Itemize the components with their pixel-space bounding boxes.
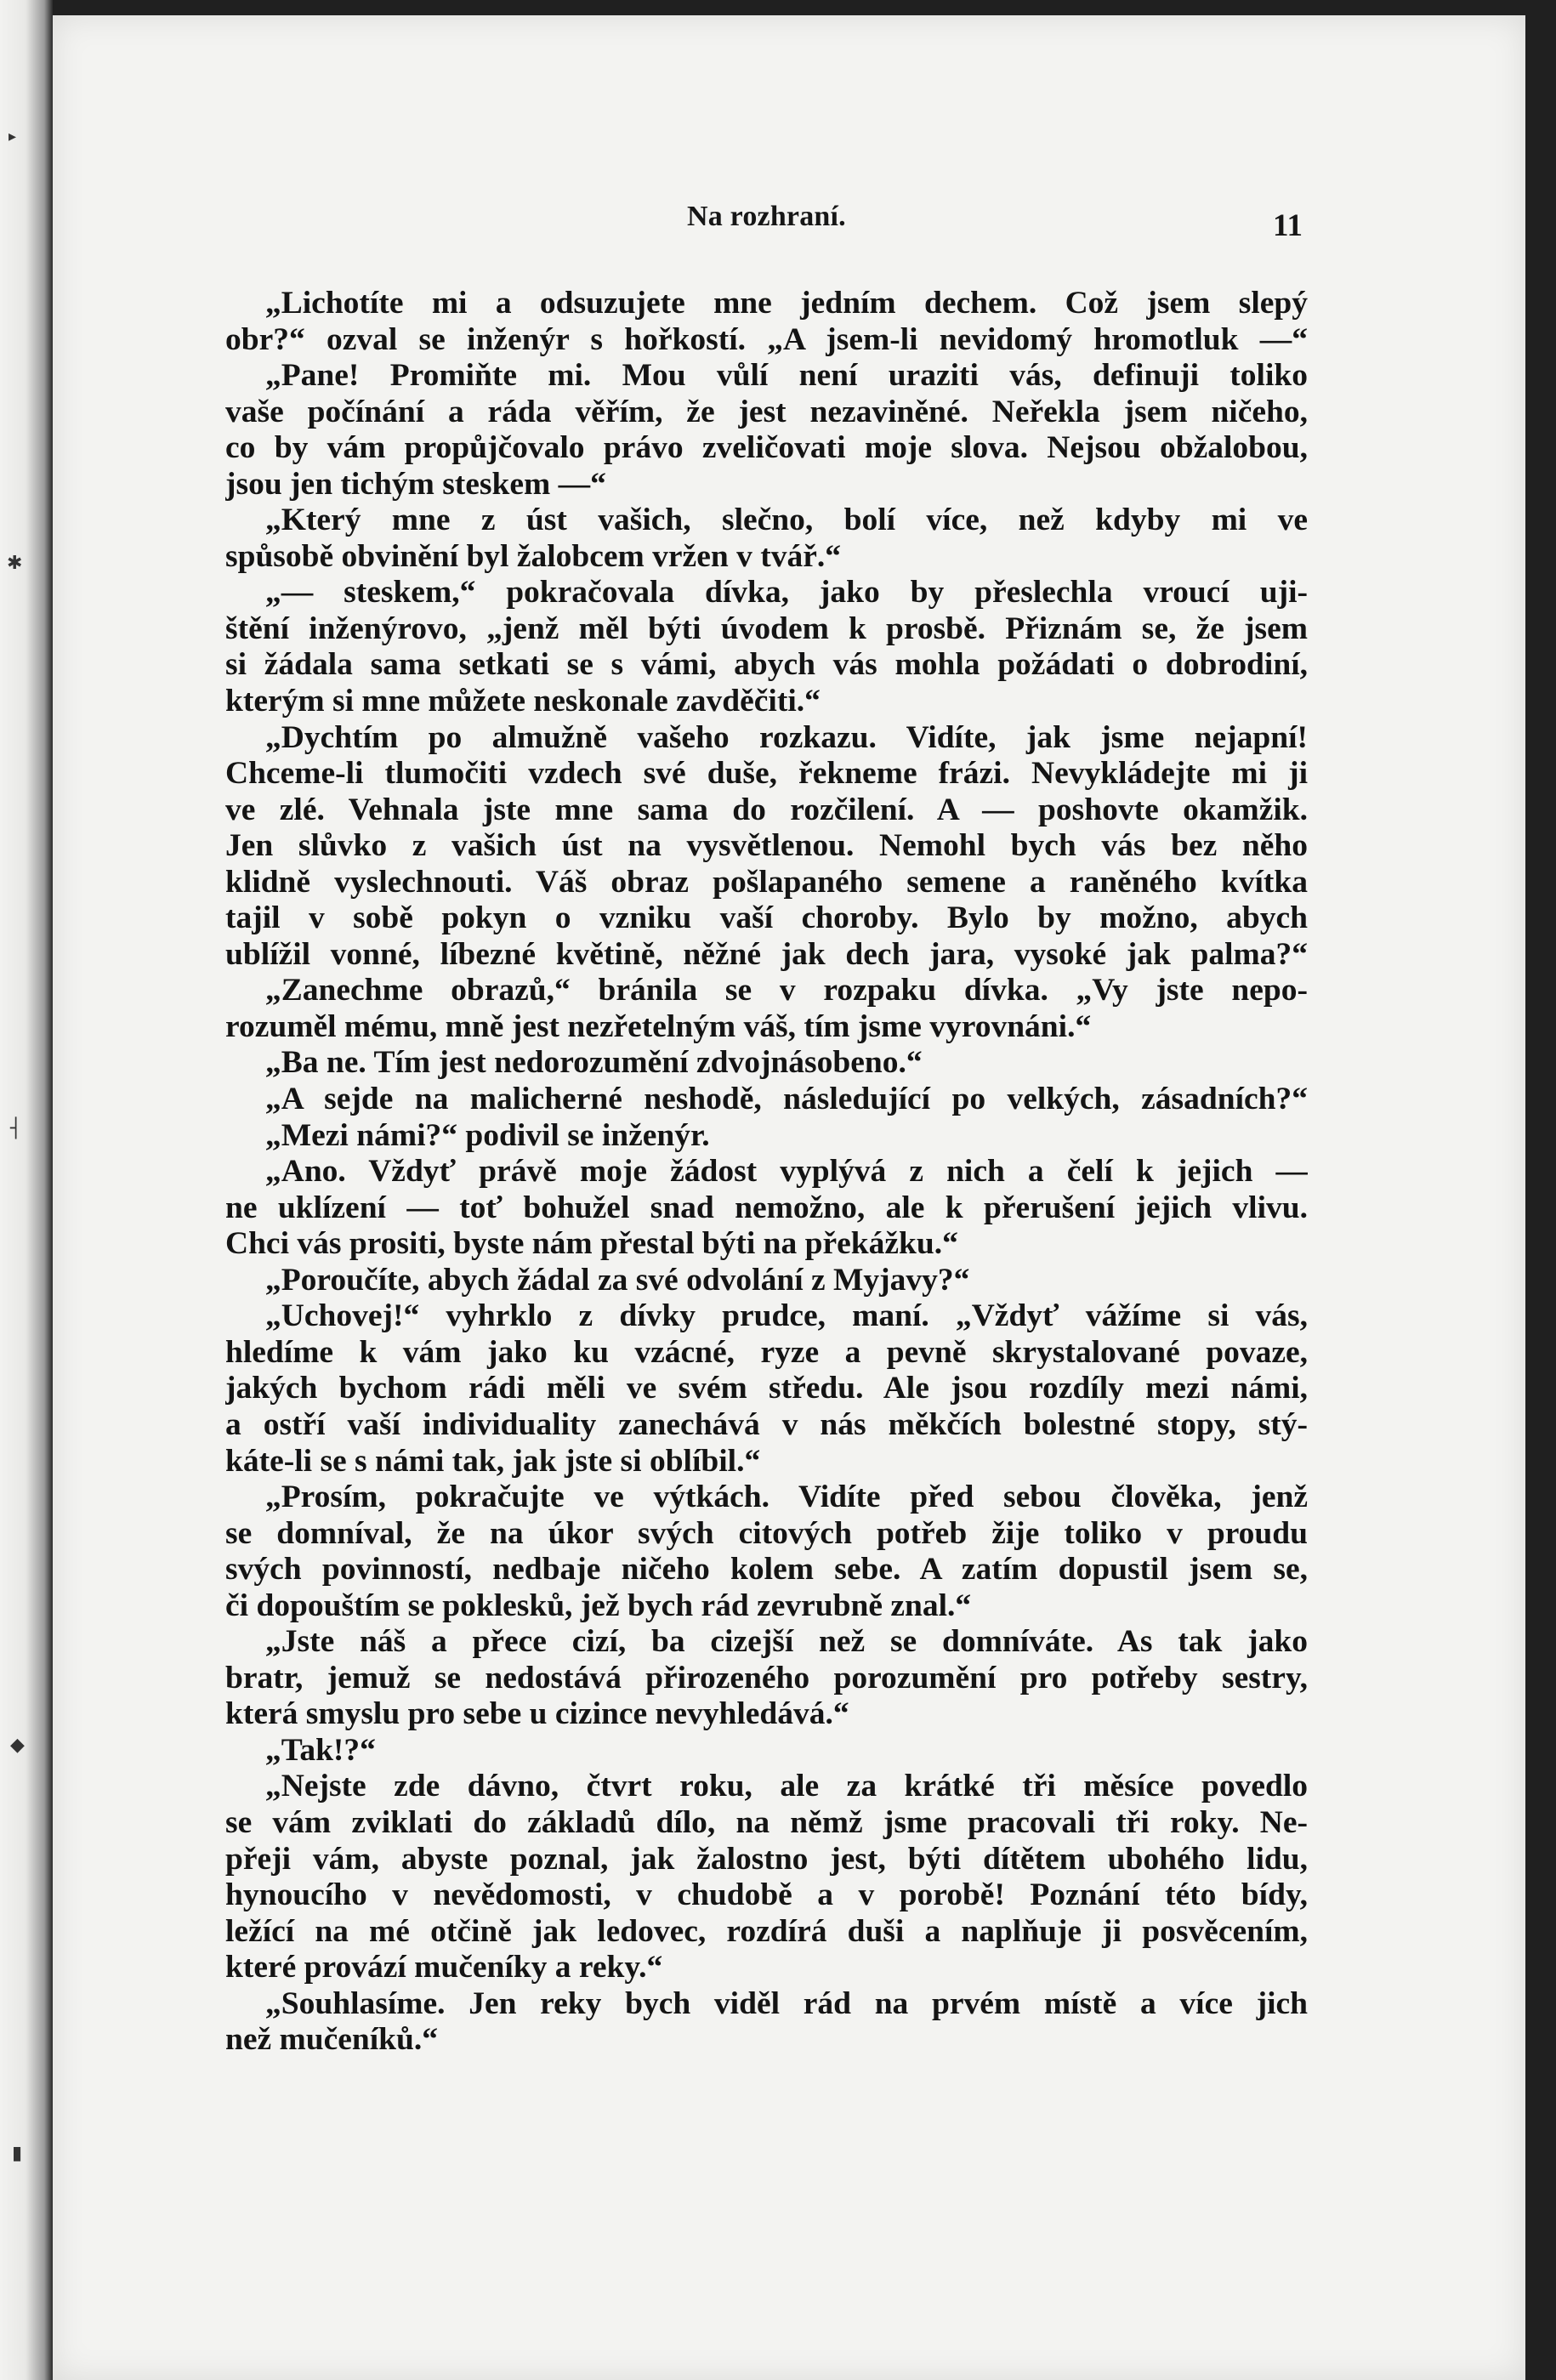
text-line: štění inženýrovo, „jenž měl býti úvodem k prosbě. Přiznám se, že jsem	[225, 611, 1308, 646]
page-header	[0, 194, 1556, 253]
margin-mark: ✱	[7, 553, 23, 574]
text-line: či dopouštím se poklesků, jež bych rád zevrubně znal.“	[225, 1588, 972, 1623]
text-line: „— steskem,“ pokračovala dívka, jako by přeslechla vroucí uji-	[265, 575, 1308, 611]
text-line: ležící na mé otčině jak ledovec, rozdírá duši a naplňuje ji posvěcením,	[225, 1913, 1308, 1949]
text-line: „Uchovej!“ vyhrklo z dívky prudce, maní. „Vždyť vážíme si vás,	[265, 1298, 1308, 1334]
margin-mark: ┤	[10, 1118, 22, 1139]
text-line: „Mezi námi?“ podivil se inženýr.	[265, 1117, 710, 1153]
text-line: „Nejste zde dávno, čtvrt roku, ale za krátké tři měsíce povedlo	[265, 1769, 1308, 1804]
text-line: jsou jen tichým steskem —“	[225, 466, 606, 502]
text-line: co by vám propůjčovalo právo zveličovati moje slova. Nejsou obžalobou,	[225, 430, 1308, 466]
text-line: která smyslu pro sebe u cizince nevyhledává.“	[225, 1696, 849, 1732]
text-line: „Jste náš a přece cizí, ba cizejší než se domníváte. As tak jako	[265, 1624, 1308, 1660]
text-line: ve zlé. Vehnala jste mne sama do rozčilení. A — poshovte okamžik.	[225, 792, 1308, 827]
text-line: svých povinností, nedbaje ničeho kolem sebe. A zatím dopustil jsem se,	[225, 1552, 1308, 1588]
text-line: „Souhlasíme. Jen reky bych viděl rád na prvém místě a více jich	[265, 1985, 1308, 2021]
margin-mark: ▸	[9, 128, 17, 145]
text-line: ublížil vonné, líbezné květině, něžné jak dech jara, vysoké jak palma?“	[225, 936, 1308, 972]
text-line: „Tak!?“	[265, 1732, 376, 1768]
margin-mark: ▮	[12, 2143, 23, 2164]
text-line: jakých bychom rádi měli ve svém středu. Ale jsou rozdíly mezi námi,	[225, 1371, 1308, 1406]
text-line: „Ba ne. Tím jest nedorozumění zdvojnásobeno.“	[265, 1045, 923, 1081]
body-text	[225, 286, 1308, 2059]
text-line: Jen slůvko z vašich úst na vysvětlenou. Nemohl bych vás bez něho	[225, 828, 1308, 864]
text-line: hledíme k vám jako ku vzácné, ryze a pevně skrystalované povaze,	[225, 1334, 1308, 1370]
running-head: Na rozhraní.	[687, 201, 846, 232]
text-line: káte-li se s námi tak, jak jste si oblíbil.“	[225, 1443, 761, 1479]
text-line: bratr, jemuž se nedostává přirozeného porozumění pro potřeby sestry,	[225, 1660, 1308, 1696]
book-binding-edge	[0, 0, 53, 2380]
text-line: „Lichotíte mi a odsuzujete mne jedním dechem. Což jsem slepý	[265, 286, 1308, 321]
text-line: Chci vás prositi, byste nám přestal býti na překážku.“	[225, 1226, 958, 1262]
text-line: „Zanechme obrazů,“ bránila se v rozpaku dívka. „Vy jste nepo-	[265, 973, 1308, 1008]
text-line: „Prosím, pokračujte ve výtkách. Vidíte před sebou člověka, jenž	[265, 1480, 1308, 1515]
text-line: si žádala sama setkati se s vámi, abych vás mohla požádati o dobrodiní,	[225, 647, 1308, 683]
text-line: se domníval, že na úkor svých citových potřeb žije toliko v proudu	[225, 1515, 1308, 1551]
margin-mark: ◆	[10, 1735, 25, 1756]
text-line: „Poroučíte, abych žádal za své odvolání z Myjavy?“	[265, 1262, 970, 1298]
text-line: „A sejde na malicherné neshodě, následující po velkých, zásadních?“	[265, 1082, 1308, 1117]
page-number: 11	[1273, 208, 1303, 243]
text-line: se vám zviklati do základů dílo, na němž jsme pracovali tři roky. Ne-	[225, 1804, 1308, 1840]
text-line: spůsobě obvinění byl žalobcem vržen v tvář.“	[225, 538, 841, 574]
text-line: vaše počínání a ráda věřím, že jest nezaviněné. Neřekla jsem ničeho,	[225, 394, 1308, 429]
text-line: „Který mne z úst vašich, slečno, bolí více, než kdyby mi ve	[265, 503, 1308, 538]
text-line: které provází mučeníky a reky.“	[225, 1950, 663, 1985]
text-line: kterým si mne můžete neskonale zavděčiti.“	[225, 684, 821, 719]
text-line: rozuměl mému, mně jest nezřetelným váš, tím jsme vyrovnáni.“	[225, 1008, 1092, 1044]
text-line: klidně vyslechnouti. Váš obraz pošlapaného semene a raněného kvítka	[225, 864, 1308, 900]
text-line: přeji vám, abyste poznal, jak žalostno jest, býti dítětem ubohého lidu,	[225, 1841, 1308, 1877]
text-line: tajil v sobě pokyn o vzniku vaší choroby. Bylo by možno, abych	[225, 900, 1308, 936]
text-line: obr?“ ozval se inženýr s hořkostí. „A jsem-li nevidomý hromotluk —“	[225, 321, 1308, 357]
text-line: „Dychtím po almužně vašeho rozkazu. Vidíte, jak jsme nejapní!	[265, 719, 1308, 755]
text-line: hynoucího v nevědomosti, v chudobě a v porobě! Poznání této bídy,	[225, 1877, 1308, 1913]
text-line: „Pane! Promiňte mi. Mou vůlí není uraziti vás, definuji toliko	[265, 358, 1308, 394]
text-line: a ostří vaší individuality zanechává v nás měkčích bolestné stopy, stý-	[225, 1406, 1308, 1442]
text-line: ne uklízení — toť bohužel snad nemožno, ale k přerušení jejich vlivu.	[225, 1190, 1308, 1225]
text-line: Chceme-li tlumočiti vzdech své duše, řekneme frázi. Nevykládejte mi ji	[225, 756, 1308, 792]
text-line: než mučeníků.“	[225, 2022, 439, 2058]
text-line: „Ano. Vždyť právě moje žádost vyplývá z nich a čelí k jejich —	[265, 1154, 1308, 1190]
